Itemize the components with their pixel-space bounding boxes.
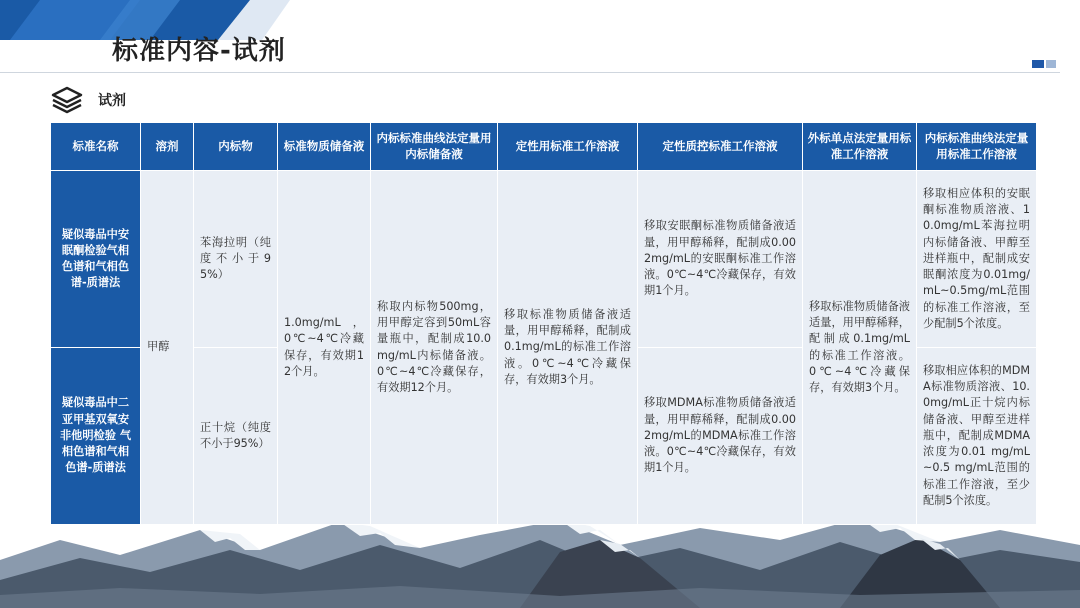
reagent-table bbox=[50, 122, 1037, 525]
column-header: 外标单点法定量用标准工作溶液 bbox=[803, 123, 917, 171]
external-standard-cell: 移取标准物质储备液适量，用甲醇稀释，配制成0.1mg/mL的标准工作溶液。0℃~4℃冷藏保存，有效期3个月。 bbox=[803, 171, 917, 525]
column-header: 内标标准曲线法定量用标准工作溶液 bbox=[917, 123, 1037, 171]
column-header: 定性用标准工作溶液 bbox=[498, 123, 638, 171]
stock-solution-cell: 1.0mg/mL，0℃~4℃冷藏保存，有效期12个月。 bbox=[278, 171, 371, 525]
solvent-cell: 甲醇 bbox=[141, 171, 194, 525]
table-row bbox=[51, 171, 1037, 348]
column-header: 溶剂 bbox=[141, 123, 194, 171]
stack-layers-icon bbox=[50, 85, 84, 115]
column-header: 内标物 bbox=[194, 123, 278, 171]
column-header: 标准名称 bbox=[51, 123, 141, 171]
qualitative-solution-cell: 移取标准物质储备液适量，用甲醇稀释，配制成0.1mg/mL的标准工作溶液。0℃~4℃冷藏保存，有效期3个月。 bbox=[498, 171, 638, 525]
page-title: 标准内容-试剂 bbox=[112, 36, 286, 66]
curve-solution-cell: 移取相应体积的安眠酮标准物质溶液、10.0mg/mL苯海拉明内标储备液、甲醇至进样瓶中，配制成安眠酮浓度为0.01mg/mL~0.5mg/mL范围的标准工作溶液，至少配制5个浓度。 bbox=[917, 171, 1037, 348]
standard-name-cell: 疑似毒品中二亚甲基双氧安非他明检验 气相色谱和气相色谱-质谱法 bbox=[51, 348, 141, 525]
qc-solution-cell: 移取安眠酮标准物质储备液适量，用甲醇稀释，配制成0.002mg/mL的安眠酮标准工作溶液。0℃~4℃冷藏保存，有效期1个月。 bbox=[638, 171, 803, 348]
column-header: 内标标准曲线法定量用内标储备液 bbox=[371, 123, 498, 171]
corner-marker bbox=[1032, 60, 1056, 68]
curve-solution-cell: 移取相应体积的MDMA标准物质溶液、10.0mg/mL正十烷内标储备液、甲醇至进样瓶中，配制成MDMA浓度为0.01 mg/mL~0.5 mg/mL范围的标准工作溶液，至少配制5个浓度。 bbox=[917, 348, 1037, 525]
standard-name-cell: 疑似毒品中安眠酮检验气相色谱和气相色谱-质谱法 bbox=[51, 171, 141, 348]
section-label: 试剂 bbox=[98, 93, 126, 109]
title-divider bbox=[0, 72, 1060, 73]
table-header-row bbox=[51, 123, 1037, 171]
is-stock-cell: 称取内标物500mg，用甲醇定容到50mL容量瓶中，配制成10.0mg/mL内标储备液。0℃~4℃冷藏保存，有效期12个月。 bbox=[371, 171, 498, 525]
internal-standard-cell: 苯海拉明（纯度不小于95%） bbox=[194, 171, 278, 348]
column-header: 标准物质储备液 bbox=[278, 123, 371, 171]
section-heading bbox=[50, 84, 126, 116]
column-header: 定性质控标准工作溶液 bbox=[638, 123, 803, 171]
internal-standard-cell: 正十烷（纯度不小于95%） bbox=[194, 348, 278, 525]
qc-solution-cell: 移取MDMA标准物质储备液适量，用甲醇稀释，配制成0.002mg/mL的MDMA标准工作溶液。0℃~4℃冷藏保存，有效期1个月。 bbox=[638, 348, 803, 525]
